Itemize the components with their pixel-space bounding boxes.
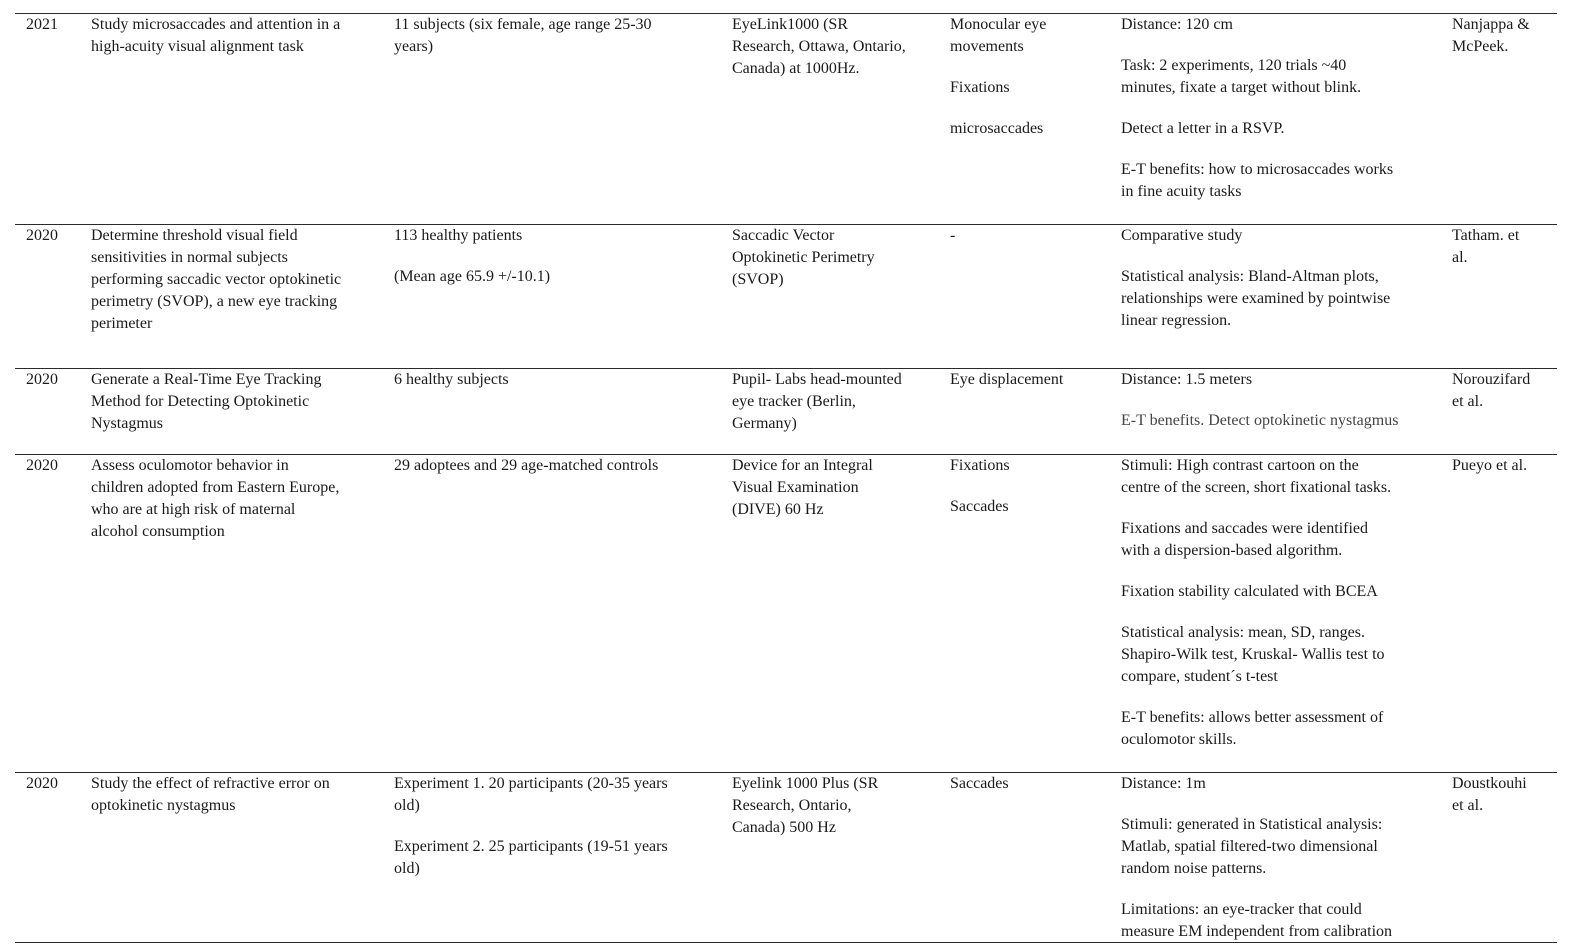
subjects-cell [394,455,714,477]
notes-cell [1121,225,1431,332]
measures-line: Monocular eye [950,16,1047,33]
aim-cell [91,14,376,58]
notes-line: Fixations and saccades were identified [1121,520,1369,537]
notes-line: centre of the screen, short fixational tasks. [1121,479,1392,496]
measures-cell [950,773,1110,795]
subjects-paragraph [394,773,714,817]
notes-line: Fixation stability calculated with BCEA [1121,583,1378,600]
device-line: Canada) 500 Hz [732,819,836,836]
notes-cell [1121,455,1431,751]
notes-line: Matlab, spatial filtered-two dimensional [1121,838,1378,855]
measures-paragraph [950,369,1110,391]
author-cell [1452,773,1557,817]
measures-line: Saccades [950,775,1009,792]
aim-cell [91,773,376,817]
subjects-line: 113 healthy patients [394,227,523,244]
author-line: Nanjappa & [1452,16,1530,33]
subjects-line: Experiment 1. 20 participants (20-35 years [394,775,668,792]
notes-paragraph [1121,773,1431,795]
author-cell [1452,225,1557,269]
aim-line: performing saccadic vector optokinetic [91,271,342,288]
device-line: Canada) at 1000Hz. [732,60,860,77]
notes-cell [1121,369,1431,432]
aim-line: alcohol consumption [91,523,225,540]
device-cell [732,369,932,435]
measures-paragraph [950,225,1110,247]
aim-line: Study microsaccades and attention in a [91,16,341,33]
notes-line: E-T benefits: how to microsaccades works [1121,161,1394,178]
notes-line: Distance: 1.5 meters [1121,371,1253,388]
subjects-line: 29 adoptees and 29 age-matched controls [394,457,659,474]
aim-line: perimetry (SVOP), a new eye tracking [91,293,338,310]
author-cell [1452,455,1557,477]
device-line: Pupil- Labs head-mounted [732,371,902,388]
measures-paragraph [950,455,1110,477]
notes-line: Limitations: an eye-tracker that could [1121,901,1362,918]
notes-line: Task: 2 experiments, 120 trials ~40 [1121,57,1347,74]
notes-line: Distance: 120 cm [1121,16,1233,33]
aim-line: who are at high risk of maternal [91,501,296,518]
notes-line: Comparative study [1121,227,1243,244]
notes-paragraph [1121,55,1431,99]
notes-line: E-T benefits: allows better assessment of [1121,709,1384,726]
measures-paragraph [950,77,1110,99]
author-cell [1452,369,1557,413]
subjects-paragraph [394,14,714,58]
measures-cell [950,455,1110,518]
measures-cell [950,225,1110,247]
device-line: (DIVE) 60 Hz [732,501,824,518]
device-cell [732,455,932,521]
aim-line: Nystagmus [91,415,163,432]
device-line: Visual Examination [732,479,859,496]
subjects-paragraph [394,225,714,247]
notes-line: Stimuli: generated in Statistical analysis: [1121,816,1383,833]
author-line: Pueyo et al. [1452,457,1528,474]
device-line: Research, Ottawa, Ontario, [732,38,906,55]
notes-paragraph [1121,369,1431,391]
notes-line: with a dispersion-based algorithm. [1121,542,1343,559]
notes-line: Stimuli: High contrast cartoon on the [1121,457,1359,474]
notes-paragraph [1121,225,1431,247]
aim-cell [91,455,376,543]
measures-cell [950,14,1110,140]
measures-paragraph [950,14,1110,58]
subjects-line: 6 healthy subjects [394,371,509,388]
notes-line: compare, student´s t-test [1121,668,1278,685]
subjects-line: 11 subjects (six female, age range 25-30 [394,16,652,33]
measures-paragraph [950,496,1110,518]
author-line: al. [1452,249,1468,266]
notes-paragraph [1121,899,1431,943]
notes-line: Statistical analysis: Bland-Altman plots, [1121,268,1379,285]
notes-paragraph [1121,581,1431,603]
device-cell [732,773,932,839]
year-cell: 2020 [26,227,58,244]
notes-paragraph [1121,266,1431,332]
notes-line: linear regression. [1121,312,1232,329]
author-line: Norouzifard [1452,371,1531,388]
subjects-line: Experiment 2. 25 participants (19-51 years [394,838,668,855]
subjects-paragraph [394,455,714,477]
device-line: Saccadic Vector [732,227,835,244]
aim-line: sensitivities in normal subjects [91,249,288,266]
measures-paragraph [950,773,1110,795]
notes-cell [1121,773,1431,943]
year-cell: 2020 [26,775,58,792]
notes-line: measure EM independent from calibration [1121,923,1393,940]
subjects-paragraph [394,369,714,391]
device-line: Germany) [732,415,797,432]
notes-paragraph [1121,118,1431,140]
measures-line: Fixations [950,457,1010,474]
notes-cell [1121,14,1431,203]
notes-line: Shapiro-Wilk test, Kruskal- Wallis test to [1121,646,1385,663]
measures-line: movements [950,38,1024,55]
aim-line: children adopted from Eastern Europe, [91,479,340,496]
subjects-cell [394,14,714,58]
device-line: (SVOP) [732,271,784,288]
aim-cell [91,225,376,335]
notes-line: Statistical analysis: mean, SD, ranges. [1121,624,1365,641]
device-line: EyeLink1000 (SR [732,16,848,33]
aim-line: optokinetic nystagmus [91,797,236,814]
aim-line: Assess oculomotor behavior in [91,457,289,474]
notes-paragraph [1121,159,1431,203]
notes-line: Detect a letter in a RSVP. [1121,120,1285,137]
notes-paragraph [1121,518,1431,562]
device-line: Eyelink 1000 Plus (SR [732,775,879,792]
subjects-cell [394,225,714,288]
device-line: Research, Ontario, [732,797,852,814]
subjects-cell [394,773,714,880]
aim-line: Method for Detecting Optokinetic [91,393,310,410]
notes-paragraph [1121,814,1431,880]
notes-line: random noise patterns. [1121,860,1267,877]
subjects-line: years) [394,38,434,55]
measures-line: microsaccades [950,120,1044,137]
measures-line: Eye displacement [950,371,1064,388]
notes-paragraph [1121,14,1431,36]
subjects-paragraph [394,836,714,880]
device-line: Optokinetic Perimetry [732,249,875,266]
measures-paragraph [950,118,1110,140]
notes-line: minutes, fixate a target without blink. [1121,79,1362,96]
device-line: eye tracker (Berlin, [732,393,856,410]
notes-paragraph [1121,455,1431,499]
notes-line: relationships were examined by pointwise [1121,290,1391,307]
subjects-line: old) [394,797,420,814]
author-line: McPeek. [1452,38,1509,55]
year-cell: 2021 [26,16,58,33]
author-line: et al. [1452,797,1484,814]
subjects-cell [394,369,714,391]
subjects-line: (Mean age 65.9 +/-10.1) [394,268,551,285]
author-line: et al. [1452,393,1484,410]
subjects-paragraph [394,266,714,288]
author-line: Doustkouhi [1452,775,1527,792]
device-cell [732,14,932,80]
device-line: Device for an Integral [732,457,873,474]
measures-line: - [950,227,956,244]
subjects-line: old) [394,860,420,877]
notes-paragraph [1121,707,1431,751]
aim-line: Study the effect of refractive error on [91,775,330,792]
aim-line: Generate a Real-Time Eye Tracking [91,371,322,388]
year-cell: 2020 [26,457,58,474]
notes-line: in fine acuity tasks [1121,183,1242,200]
measures-line: Fixations [950,79,1010,96]
measures-cell [950,369,1110,391]
notes-line: oculomotor skills. [1121,731,1237,748]
measures-line: Saccades [950,498,1009,515]
aim-line: high-acuity visual alignment task [91,38,304,55]
aim-cell [91,369,376,435]
notes-paragraph [1121,622,1431,688]
author-cell [1452,14,1557,58]
aim-line: Determine threshold visual field [91,227,298,244]
aim-line: perimeter [91,315,153,332]
notes-paragraph [1121,410,1431,432]
author-line: Tatham. et [1452,227,1520,244]
year-cell: 2020 [26,371,58,388]
notes-line: Distance: 1m [1121,775,1206,792]
device-cell [732,225,932,291]
notes-line: E-T benefits. Detect optokinetic nystagmus [1121,412,1399,429]
